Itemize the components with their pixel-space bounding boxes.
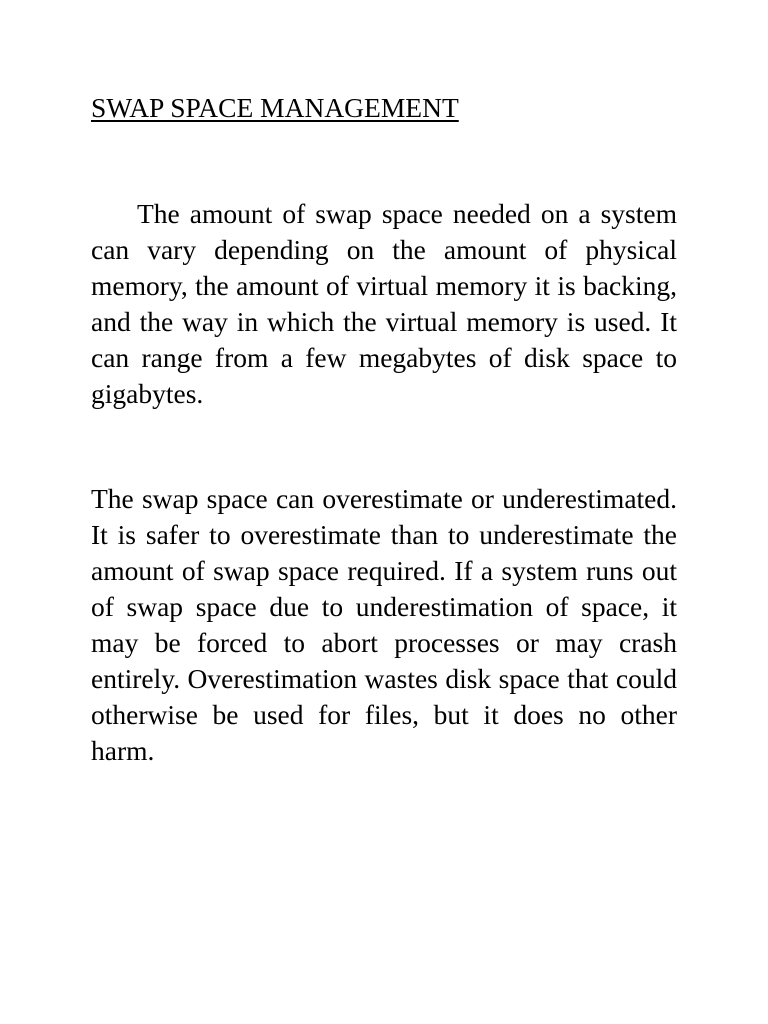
paragraph-swap-space-amount: The amount of swap space needed on a system can vary depending on the amount of physical memory, the amount of virtual memory it is backing, and the way in which the virtual memory is used. It can range from a few megabytes of disk space to gigabytes. [91, 198, 677, 409]
document-heading: SWAP SPACE MANAGEMENT [91, 92, 459, 123]
paragraph-swap-space-estimation: The swap space can overestimate or underestimated. It is safer to overestimate than to underestimate the amount of swap space required. If a system runs out of swap space due to underestimation of space, it may be forced to abort processes or may crash entirely. Overestimation wastes disk space that could otherwise be used for files, but it does no other harm. [91, 483, 677, 766]
